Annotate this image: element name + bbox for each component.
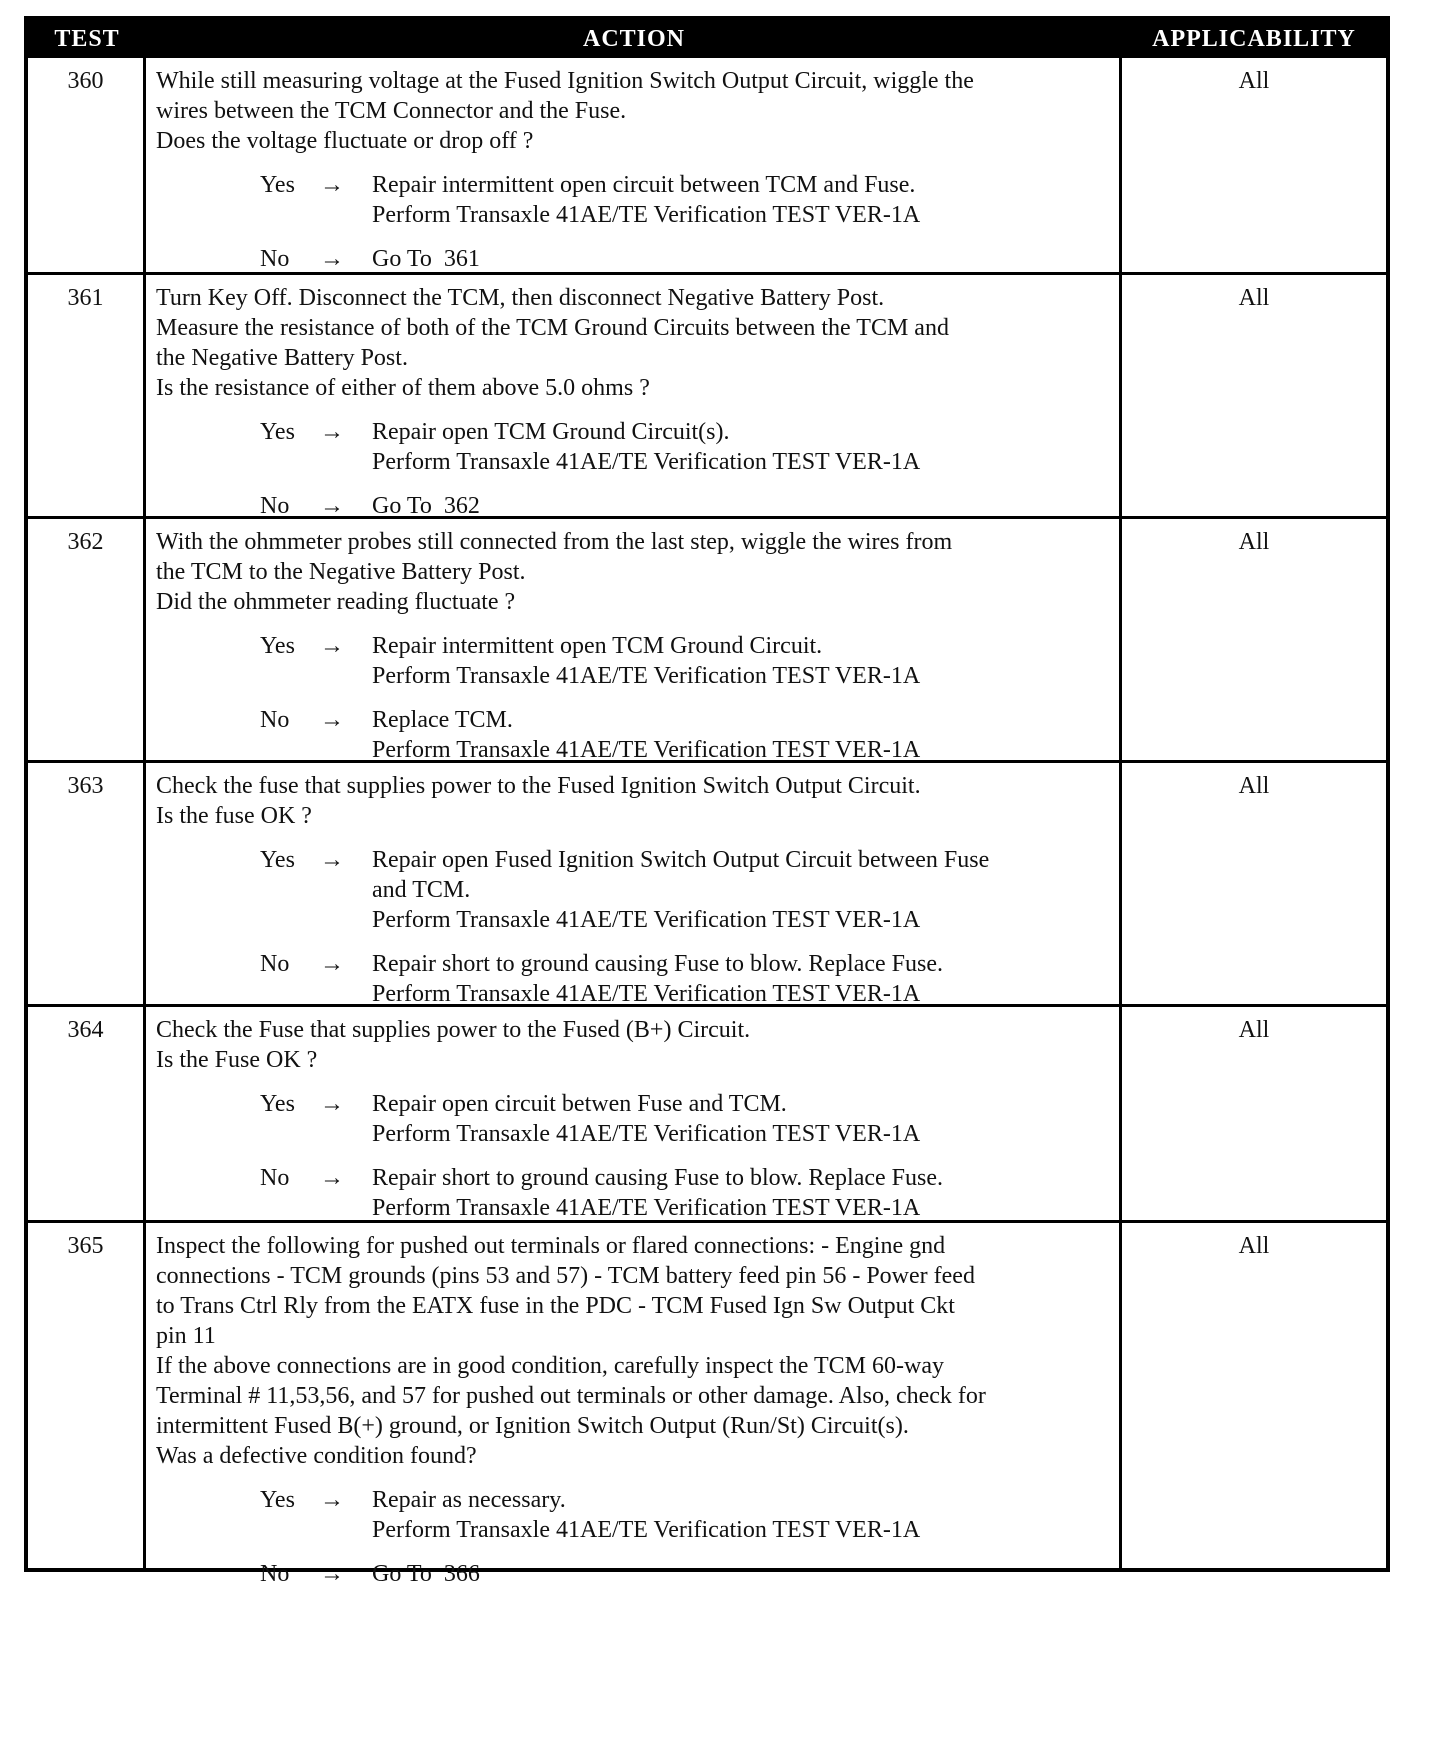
no-result (372, 949, 1111, 1009)
yes-result (372, 417, 1111, 477)
test-number: 363 (28, 763, 146, 1004)
question-line: connections - TCM grounds (pins 53 and 57) - TCM battery feed pin 56 - Power feed (156, 1263, 975, 1289)
diagnostic-table (24, 16, 1390, 1587)
action-cell (146, 1223, 1122, 1587)
no-result (372, 1163, 1111, 1223)
question-line: to Trans Ctrl Rly from the EATX fuse in the PDC - TCM Fused Ign Sw Output Ckt (156, 1293, 955, 1319)
result-line: Perform Transaxle 41AE/TE Verification TEST VER-1A (372, 1195, 921, 1221)
result-line: Repair intermittent open circuit between TCM and Fuse. (372, 172, 916, 198)
table-row (28, 516, 1386, 763)
action-cell (146, 1007, 1122, 1220)
result-line: and TCM. (372, 877, 471, 903)
yes-result (372, 1485, 1111, 1545)
test-number: 360 (28, 58, 146, 272)
question-line: Does the voltage fluctuate or drop off ? (156, 128, 534, 154)
question-line: Did the ohmmeter reading fluctuate ? (156, 589, 516, 615)
question-line: Check the Fuse that supplies power to the Fused (B+) Circuit. (156, 1017, 751, 1043)
no-label: No (260, 246, 290, 272)
result-line: Repair open circuit betwen Fuse and TCM. (372, 1091, 787, 1117)
question-line: Check the fuse that supplies power to the Fused Ignition Switch Output Circuit. (156, 773, 921, 799)
applicability-cell: All (1238, 285, 1270, 311)
arrow-icon: → (320, 1165, 344, 1191)
no-label: No (260, 1165, 290, 1191)
yes-result (372, 631, 1111, 691)
test-number: 361 (28, 275, 146, 516)
result-line: Perform Transaxle 41AE/TE Verification TEST VER-1A (372, 737, 921, 763)
question-line: While still measuring voltage at the Fused Ignition Switch Output Circuit, wiggle the (156, 68, 974, 94)
question-line: Measure the resistance of both of the TCM Ground Circuits between the TCM and (156, 315, 949, 341)
result-line: Go To 362 (372, 493, 480, 519)
yes-result (372, 1089, 1111, 1149)
applicability-cell: All (1238, 1017, 1270, 1043)
question-line: With the ohmmeter probes still connected from the last step, wiggle the wires from (156, 529, 953, 555)
question-line: the TCM to the Negative Battery Post. (156, 559, 526, 585)
header-test: TEST (54, 25, 120, 52)
question-line: If the above connections are in good condition, carefully inspect the TCM 60-way (156, 1353, 944, 1379)
yes-label: Yes (260, 419, 295, 445)
applicability-cell: All (1238, 773, 1270, 799)
question-line: Terminal # 11,53,56, and 57 for pushed out terminals or other damage. Also, check for (156, 1383, 986, 1409)
no-result (372, 244, 1111, 274)
no-label: No (260, 493, 290, 519)
question-line: Was a defective condition found? (156, 1443, 477, 1469)
arrow-icon: → (320, 951, 344, 977)
yes-label: Yes (260, 1487, 295, 1513)
no-label: No (260, 951, 290, 977)
arrow-icon: → (320, 172, 344, 198)
table-row (28, 272, 1386, 519)
yes-outcome (260, 417, 1111, 477)
result-line: Perform Transaxle 41AE/TE Verification TEST VER-1A (372, 202, 921, 228)
arrow-icon: → (320, 707, 344, 733)
no-outcome (260, 705, 1111, 765)
arrow-icon: → (320, 633, 344, 659)
table-row (28, 760, 1386, 1007)
result-line: Perform Transaxle 41AE/TE Verification TEST VER-1A (372, 449, 921, 475)
result-line: Repair open Fused Ignition Switch Output Circuit between Fuse (372, 847, 990, 873)
no-result (372, 491, 1111, 521)
result-line: Perform Transaxle 41AE/TE Verification TEST VER-1A (372, 1121, 921, 1147)
result-line: Perform Transaxle 41AE/TE Verification TEST VER-1A (372, 663, 921, 689)
no-label: No (260, 707, 290, 733)
result-line: Repair open TCM Ground Circuit(s). (372, 419, 730, 445)
result-line: Perform Transaxle 41AE/TE Verification TEST VER-1A (372, 1517, 921, 1543)
test-number: 362 (28, 519, 146, 760)
question-line: Is the resistance of either of them above 5.0 ohms ? (156, 375, 650, 401)
action-cell (146, 519, 1122, 763)
no-outcome (260, 1559, 1111, 1589)
question-line: Inspect the following for pushed out terminals or flared connections: - Engine gnd (156, 1233, 946, 1259)
result-line: Repair short to ground causing Fuse to blow. Replace Fuse. (372, 1165, 944, 1191)
action-cell (146, 275, 1122, 519)
arrow-icon: → (320, 246, 344, 272)
result-line: Go To 361 (372, 246, 480, 272)
no-outcome (260, 949, 1111, 1009)
result-line: Repair short to ground causing Fuse to blow. Replace Fuse. (372, 951, 944, 977)
question-line: intermittent Fused B(+) ground, or Ignition Switch Output (Run/St) Circuit(s). (156, 1413, 909, 1439)
header-applicability: APPLICABILITY (1152, 25, 1356, 52)
yes-outcome (260, 170, 1111, 230)
yes-outcome (260, 631, 1111, 691)
yes-outcome (260, 1089, 1111, 1149)
no-label: No (260, 1561, 290, 1587)
yes-result (372, 170, 1111, 230)
table-row (28, 1004, 1386, 1220)
arrow-icon: → (320, 419, 344, 445)
applicability-cell: All (1238, 1233, 1270, 1259)
action-cell (146, 763, 1122, 1007)
table-row (28, 1220, 1386, 1587)
action-cell (146, 58, 1122, 272)
header-action: ACTION (582, 25, 685, 52)
yes-label: Yes (260, 172, 295, 198)
yes-outcome (260, 845, 1111, 935)
result-line: Repair intermittent open TCM Ground Circuit. (372, 633, 823, 659)
question-line: Is the Fuse OK ? (156, 1047, 318, 1073)
no-result (372, 1559, 1111, 1589)
table-body (28, 58, 1386, 1587)
arrow-icon: → (320, 1091, 344, 1117)
question-line: Is the fuse OK ? (156, 803, 312, 829)
no-outcome (260, 244, 1111, 274)
result-line: Repair as necessary. (372, 1487, 566, 1513)
arrow-icon: → (320, 1487, 344, 1513)
yes-outcome (260, 1485, 1111, 1545)
question-line: wires between the TCM Connector and the Fuse. (156, 98, 627, 124)
yes-label: Yes (260, 847, 295, 873)
arrow-icon: → (320, 493, 344, 519)
result-line: Go To 366 (372, 1561, 480, 1587)
table-header (28, 20, 1386, 58)
result-line: Perform Transaxle 41AE/TE Verification TEST VER-1A (372, 907, 921, 933)
yes-label: Yes (260, 633, 295, 659)
result-line: Perform Transaxle 41AE/TE Verification TEST VER-1A (372, 981, 921, 1007)
table-row (28, 58, 1386, 272)
no-outcome (260, 1163, 1111, 1223)
yes-result (372, 845, 1111, 935)
arrow-icon: → (320, 847, 344, 873)
no-outcome (260, 491, 1111, 521)
question-line: the Negative Battery Post. (156, 345, 408, 371)
arrow-icon: → (320, 1561, 344, 1587)
no-result (372, 705, 1111, 765)
question-line: Turn Key Off. Disconnect the TCM, then disconnect Negative Battery Post. (156, 285, 885, 311)
applicability-cell: All (1238, 68, 1270, 94)
test-number: 364 (28, 1007, 146, 1220)
test-number: 365 (28, 1223, 146, 1568)
yes-label: Yes (260, 1091, 295, 1117)
question-line: pin 11 (156, 1323, 216, 1349)
result-line: Replace TCM. (372, 707, 513, 733)
applicability-cell: All (1238, 529, 1270, 555)
